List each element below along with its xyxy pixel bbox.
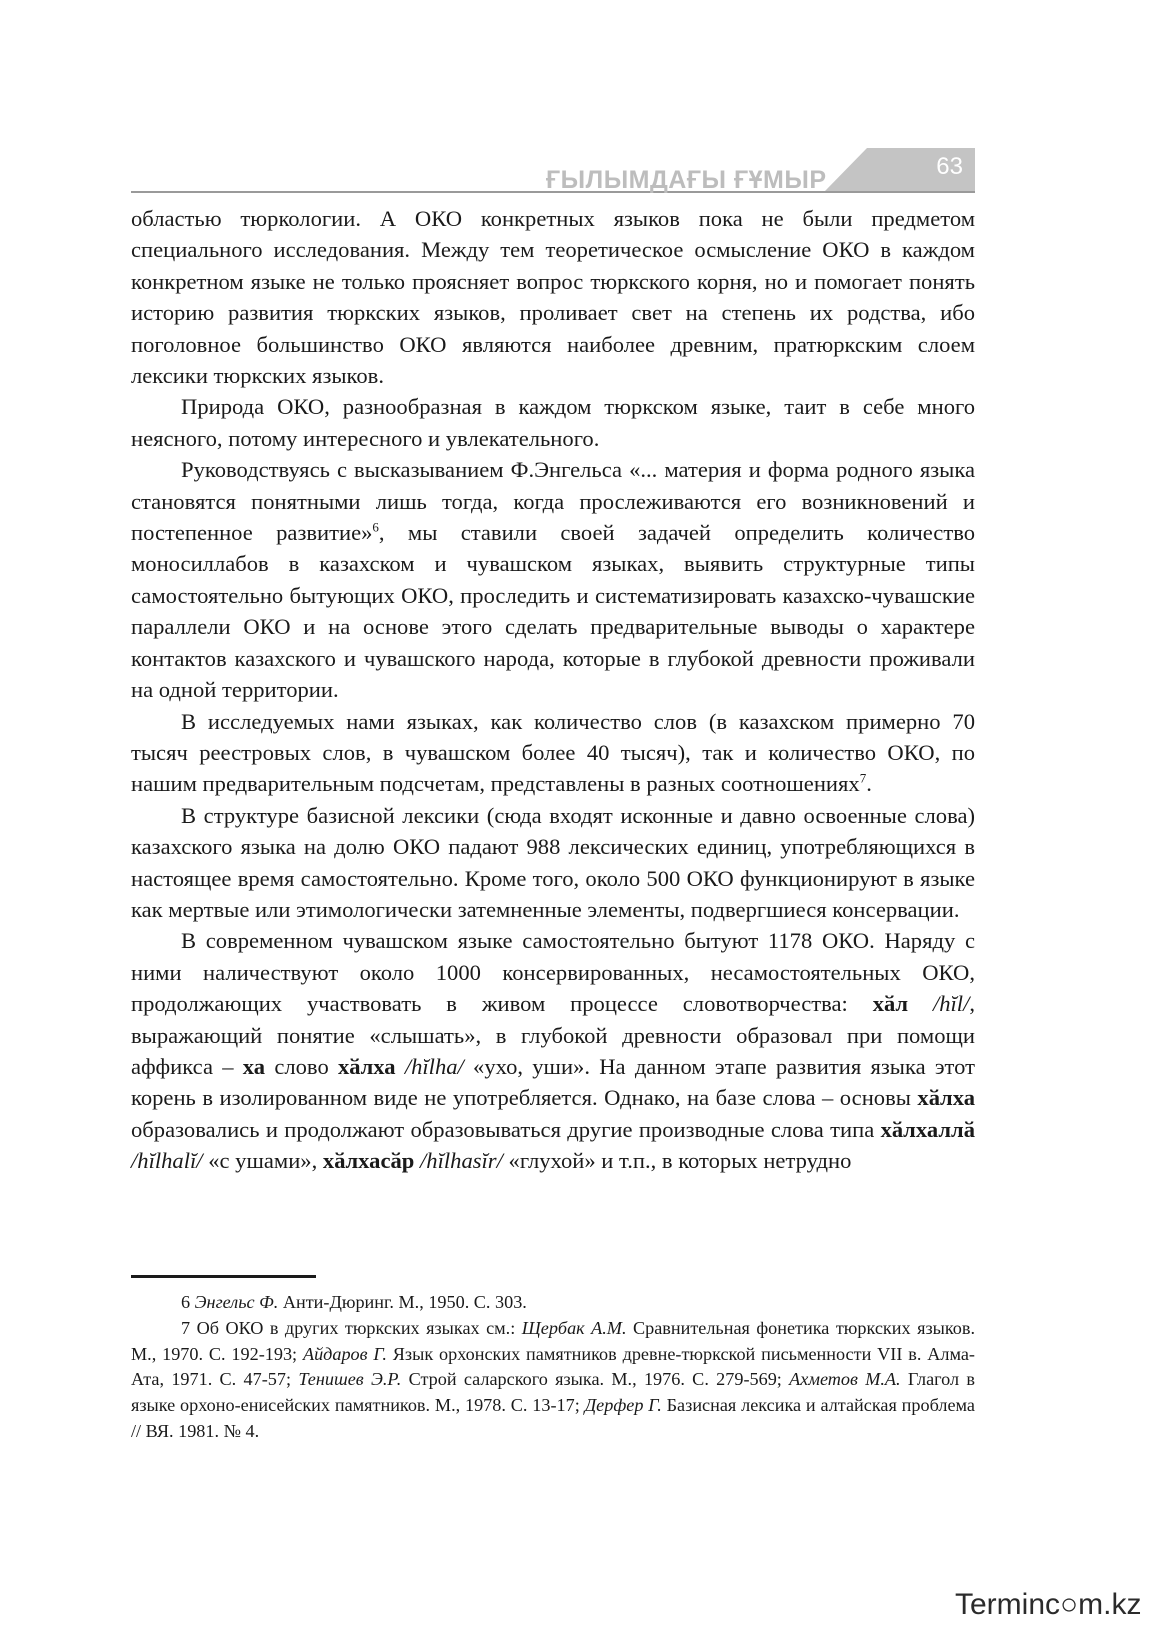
transcription: /hĭl/ [932,991,970,1017]
footnote-ref-6[interactable]: 6 [372,519,379,535]
paragraph: областью тюркологии. А ОКО конкретных языков пока не были предметом специального исследования. Между тем теоретическое осмысление ОКО в каждом конкретном языке не только проясняет вопрос тюркского корня, но и помогает понять историю развития тюркских языков, проливает свет на степень их родства, ибо поголовное большинство ОКО являются наиболее древним, пратюркским слоем лексики тюркских языков. [131,206,975,389]
author-name: Тенишев Э.Р. [298,1369,402,1390]
watermark-text: Terminc○m.kz [955,1588,1142,1621]
termincom-watermark-logo [955,1588,1155,1628]
chuvash-word: хӑлха [917,1085,975,1111]
paragraph: В современном чувашском языке самостоятельно бытуют 1178 ОКО. Наряду с ними наличествуют около 1000 консервированных, несамостоятельных ОКО, продолжающих участвовать в живом процессе словотворчества: хӑл /hĭl/, выражающий понятие «слышать», в глубокой древности образовал при помощи аффикса – ха слово хӑлха /hĭlha/ «ухо, уши». На данном этапе развития языка этот корень в изолированном виде не употребляется. Однако, на базе слова – основы хӑлха образовались и продолжают образовываться другие производные слова типа хӑлхаллӑ /hĭlhalĭ/ «с ушами», хӑлхасӑр /hĭlhasĭr/ «глухой» и т.п., в которых нетрудно [131,928,976,1174]
main-text [131,203,975,1177]
running-header [131,148,975,196]
footnote-6: 6 Энгельс Ф. Анти-Дюринг. М., 1950. С. 303. [181,1292,527,1312]
chuvash-word: хӑлхаллӑ [880,1116,975,1142]
header-title: ҒЫЛЫМДАҒЫ ҒҰМЫР [546,166,827,194]
author-name: Щербак А.М. [521,1317,627,1338]
chuvash-word: хӑлхасӑр [322,1148,415,1174]
paragraph: Природа ОКО, разнообразная в каждом тюркском языке, таит в себе много неясного, потому интересного и увлекательного. [131,394,975,451]
chuvash-word: хӑл [872,991,909,1017]
author-name: Дерфер Г. [584,1395,662,1416]
transcription: /hĭlhalĭ/ [131,1148,203,1174]
footnotes [131,1290,975,1445]
page-number: 63 [936,153,963,180]
transcription: /hĭlhasĭr/ [420,1148,503,1174]
author-name: Энгельс Ф. [194,1292,279,1312]
paragraph: В исследуемых нами языках, как количество слов (в казахском примерно 70 тысяч реестровых слов, в чувашском более 40 тысяч), так и количество ОКО, по нашим предварительным подсчетам, представлены в разных соотношениях$^7$. [131,708,975,797]
chuvash-word: хӑлха [337,1053,396,1079]
author-name: Айдаров Г. [302,1343,387,1364]
footnote-separator [131,1275,316,1278]
author-name: Ахметов М.А. [789,1369,901,1390]
paragraph: В структуре базисной лексики (сюда входят исконные и давно освоенные слова) казахского языка на долю ОКО падают 988 лексических единиц, употребляющихся в настоящее время самостоятельно. Кроме того, около 500 ОКО функционируют в языке как мертвые или этимологически затемненные элементы, подвергшиеся консервации. [131,802,975,922]
chuvash-affix: ха [242,1053,266,1079]
paragraph: Руководствуясь с высказыванием Ф.Энгельса «... материя и форма родного языка становятся понятными лишь тогда, когда прослеживаются его возникновений и постепенное развитие»$^6$, мы ставили своей задачей определить количество моносиллабов в казахском и чувашском языках, выявить структурные типы самостоятельно бытующих ОКО, проследить и систематизировать казахско-чувашские параллели ОКО и на основе этого сделать предварительные выводы о характере контактов казахского и чувашского народа, которые в глубокой древности проживали на одной территории. [131,457,975,703]
footnote-ref-7[interactable]: 7 [859,770,867,786]
footnote-7: 7 Об ОКО в других тюркских языках см.: Щербак А.М. Сравнительная фонетика тюркских языков. М., 1970. С. 192-193; Айдаров Г. Язык орхонских памятников древне-тюркской письменности VII в. Алма-Ата, 1971. С. 47-57; Тенишев Э.Р. Строй саларского языка. М., 1976. С. 279-569; Ахметов М.А. Глагол в языке орхоно-енисейских памятников. М., 1978. С. 13-17; Дерфер Г. Базисная лексика и алтайская проблема // ВЯ. 1981. № 4. [131,1317,976,1441]
transcription: /hĭlha/ [404,1053,464,1079]
